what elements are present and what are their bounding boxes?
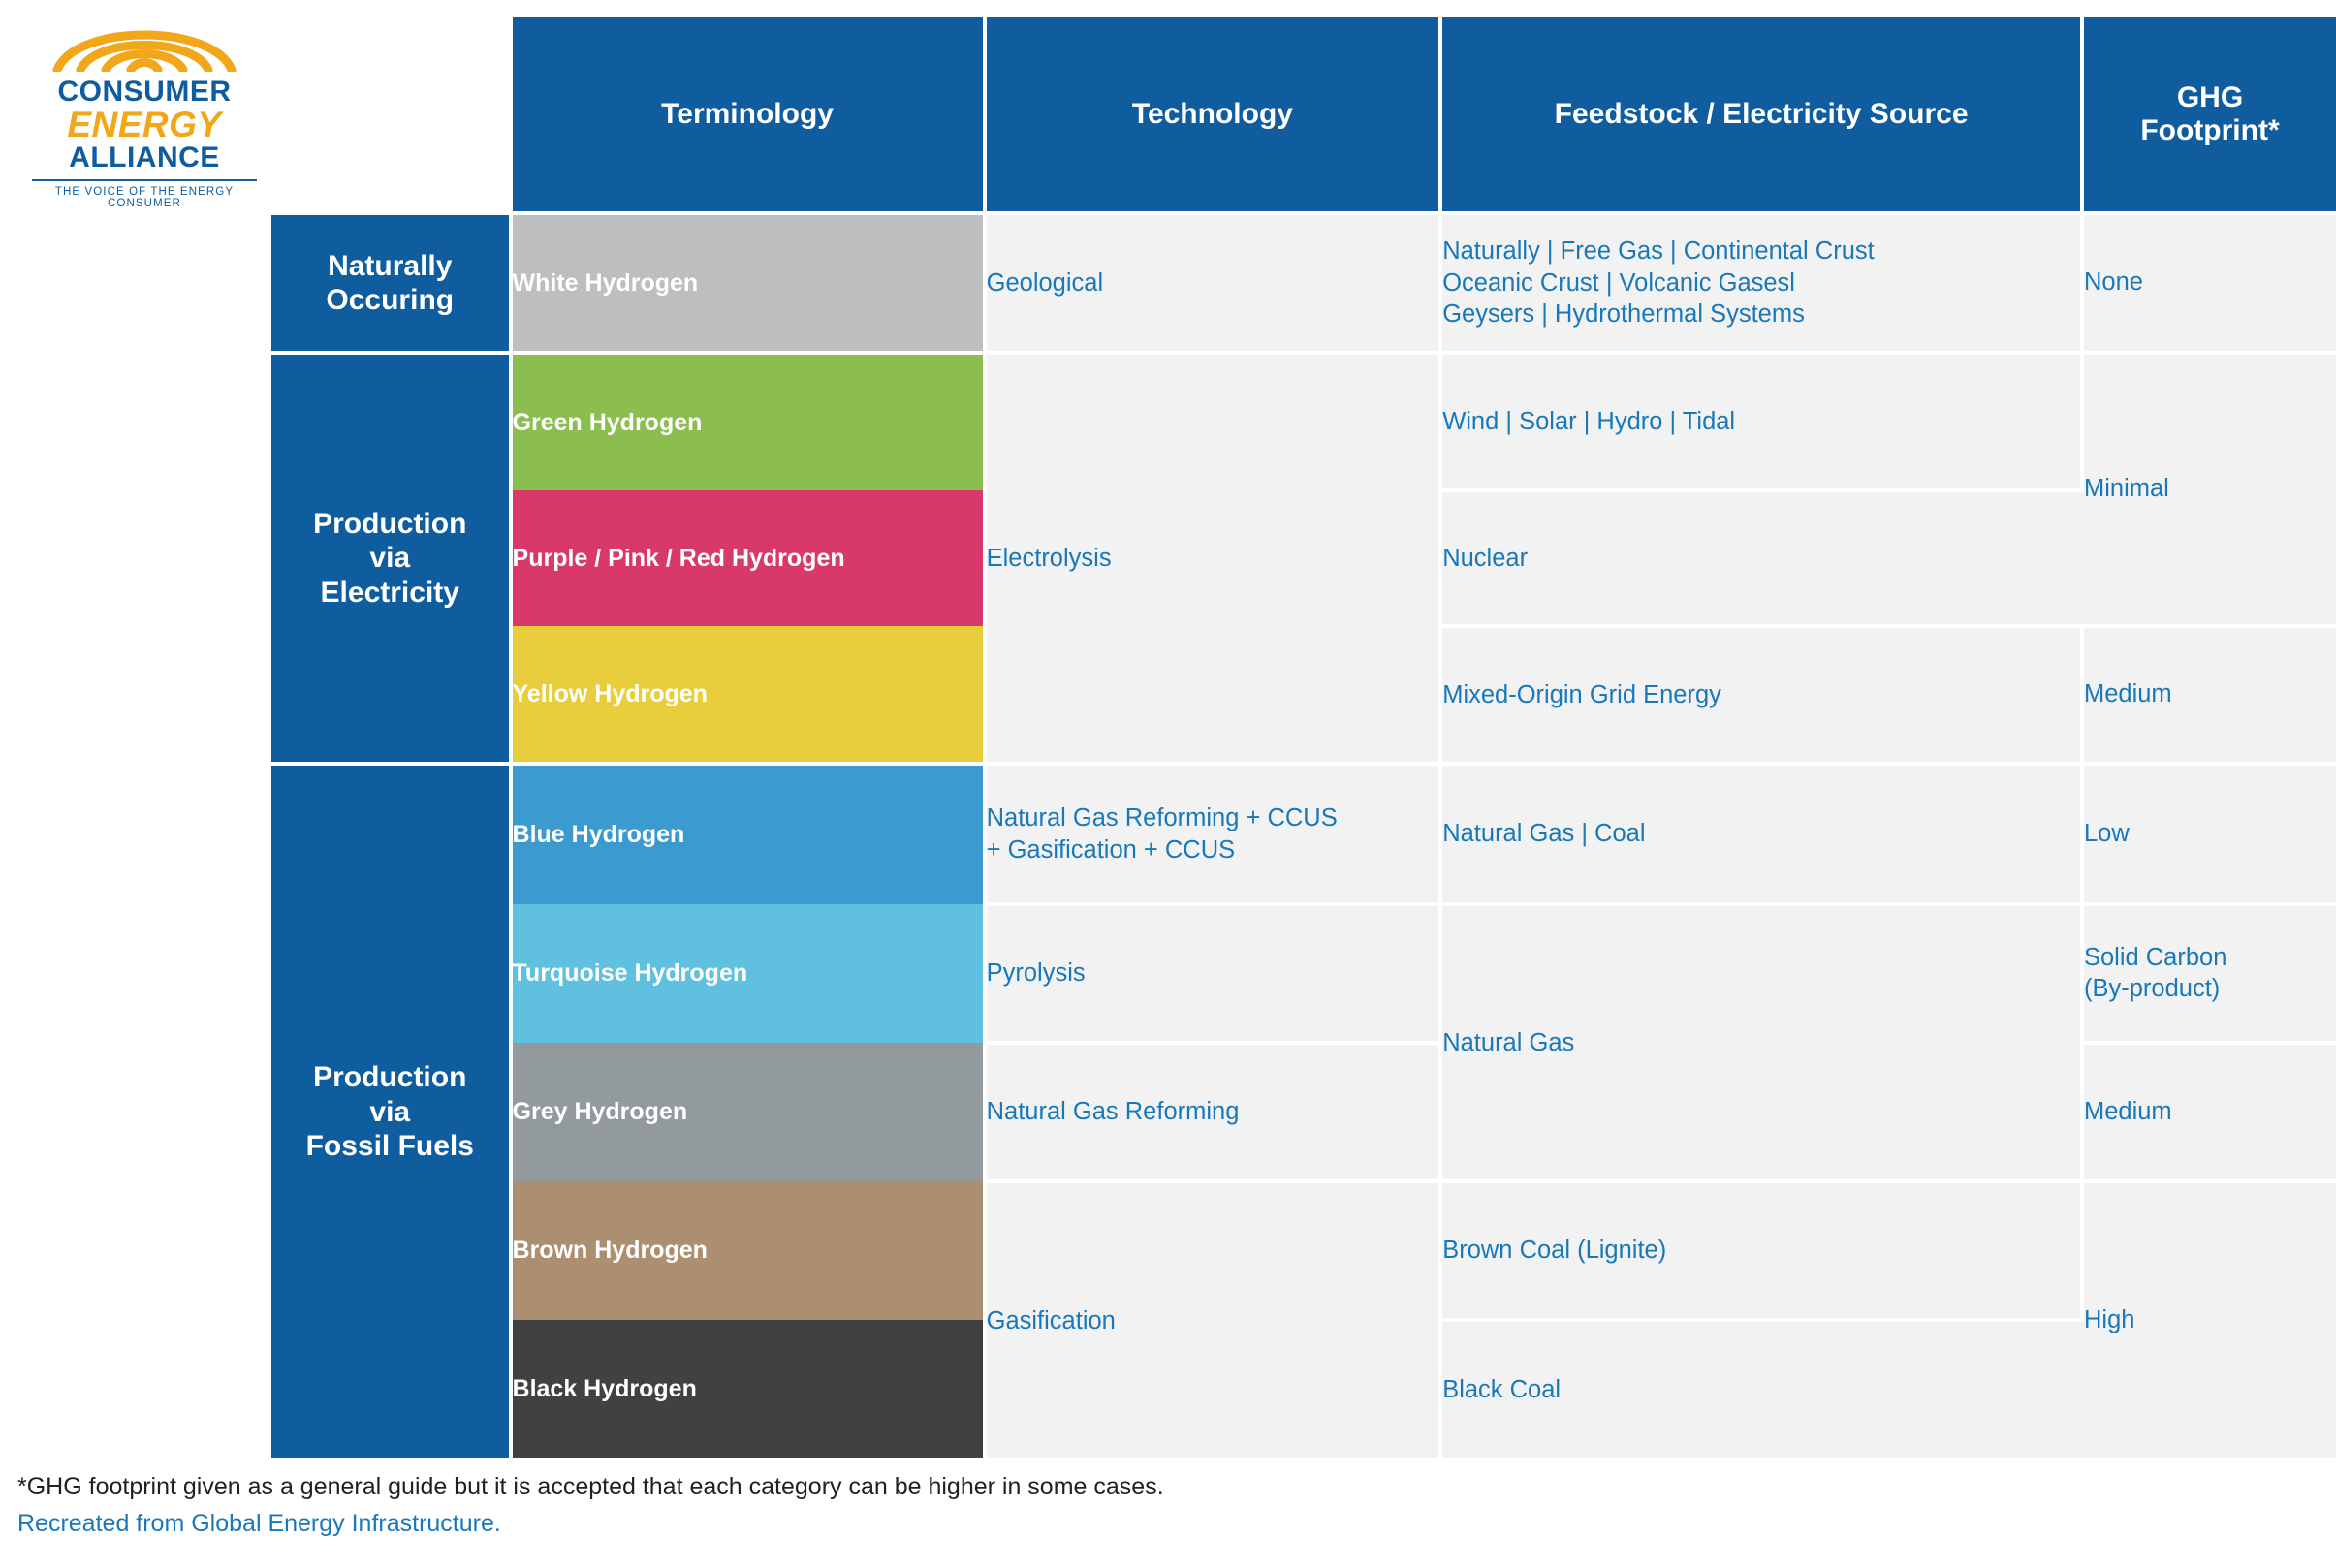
table-row [271, 764, 2336, 904]
header-ghg-line2: Footprint* [2140, 114, 2280, 146]
feedstock-renewables: Wind | Solar | Hydro | Tidal [1440, 353, 2082, 490]
category-line-3: Fossil Fuels [305, 1130, 474, 1163]
header-terminology: Terminology [511, 17, 985, 213]
header-ghg-line1: GHG [2176, 81, 2244, 113]
logo-line-alliance: ALLIANCE [69, 141, 220, 173]
category-production-via-electricity [271, 353, 511, 764]
table-header-row [271, 17, 2336, 213]
header-ghg-footprint [2082, 17, 2336, 213]
term-label: White Hydrogen [512, 268, 699, 297]
hydrogen-types-table [271, 17, 2336, 1458]
ghg-medium-fossil: Medium [2082, 1043, 2336, 1181]
logo-arcs-icon [47, 19, 241, 72]
term-label: Grey Hydrogen [512, 1098, 688, 1125]
table-row [271, 213, 2336, 353]
technology-natural-gas-reforming: Natural Gas Reforming [985, 1043, 1441, 1181]
term-white-hydrogen [511, 213, 985, 353]
term-purple-pink-red-hydrogen [511, 490, 985, 626]
logo-divider [32, 179, 257, 181]
table-row [271, 353, 2336, 490]
feedstock-line-1: Naturally | Free Gas | Continental Crust [1442, 237, 1875, 266]
term-yellow-hydrogen [511, 626, 985, 764]
logo-wordmark [57, 75, 232, 173]
term-label: Black Hydrogen [512, 1375, 697, 1402]
feedstock-nuclear: Nuclear [1440, 490, 2082, 626]
footnote-source: Recreated from Global Energy Infrastructure. [17, 1509, 501, 1537]
logo-line-energy: ENERGY [67, 105, 222, 145]
ghg-high: High [2082, 1181, 2336, 1458]
feedstock-natural-gas: Natural Gas [1440, 904, 2082, 1181]
consumer-energy-alliance-logo [17, 17, 271, 211]
category-line-1: Naturally [328, 249, 453, 282]
technology-pyrolysis: Pyrolysis [985, 904, 1441, 1043]
category-production-via-fossil-fuels [271, 764, 511, 1458]
ghg-none: None [2082, 213, 2336, 353]
term-label: Blue Hydrogen [512, 821, 685, 848]
term-label: Brown Hydrogen [512, 1237, 708, 1264]
feedstock-black-coal: Black Coal [1440, 1320, 2082, 1458]
term-blue-hydrogen [511, 764, 985, 904]
category-line-2: via [369, 1095, 411, 1128]
header-feedstock: Feedstock / Electricity Source [1440, 17, 2082, 213]
technology-line-2: + Gasification + CCUS [986, 835, 1236, 863]
feedstock-white-hydrogen [1440, 213, 2082, 353]
category-line-3: Electricity [320, 576, 459, 609]
ghg-solid-carbon [2082, 904, 2336, 1043]
feedstock-line-3: Geysers | Hydrothermal Systems [1442, 300, 1805, 329]
ghg-line-2: (By-product) [2083, 974, 2221, 1002]
term-label: Purple / Pink / Red Hydrogen [512, 544, 845, 572]
ghg-line-1: Solid Carbon [2083, 943, 2227, 971]
table-row [271, 1181, 2336, 1320]
header-technology: Technology [985, 17, 1441, 213]
category-naturally-occurring [271, 213, 511, 353]
term-brown-hydrogen [511, 1181, 985, 1320]
term-black-hydrogen [511, 1320, 985, 1458]
feedstock-brown-coal: Brown Coal (Lignite) [1440, 1181, 2082, 1320]
term-label: Green Hydrogen [512, 408, 703, 436]
term-green-hydrogen [511, 353, 985, 490]
term-label: Yellow Hydrogen [512, 679, 708, 707]
term-grey-hydrogen [511, 1043, 985, 1181]
feedstock-natural-gas-coal: Natural Gas | Coal [1440, 764, 2082, 904]
technology-line-1: Natural Gas Reforming + CCUS [986, 803, 1338, 831]
header-spacer [271, 17, 511, 213]
category-line-1: Production [313, 507, 467, 540]
footnotes [17, 1469, 2319, 1542]
technology-gasification: Gasification [985, 1181, 1441, 1458]
ghg-low: Low [2082, 764, 2336, 904]
table-row [271, 904, 2336, 1043]
technology-electrolysis: Electrolysis [985, 353, 1441, 764]
category-line-2: via [369, 542, 411, 575]
feedstock-line-2: Oceanic Crust | Volcanic Gasesl [1442, 268, 1795, 297]
category-line-1: Production [313, 1061, 467, 1094]
category-line-2: Occuring [326, 284, 455, 316]
logo-line-consumer: CONSUMER [57, 75, 232, 108]
footnote-ghg-disclaimer: *GHG footprint given as a general guide but it is accepted that each category can be higher in some cases. [17, 1473, 1164, 1500]
term-turquoise-hydrogen [511, 904, 985, 1043]
technology-ngr-ccus [985, 764, 1441, 904]
term-label: Turquoise Hydrogen [512, 959, 748, 987]
technology-geological: Geological [985, 213, 1441, 353]
logo-tagline: THE VOICE OF THE ENERGY CONSUMER [54, 186, 235, 210]
feedstock-mixed-grid: Mixed-Origin Grid Energy [1440, 626, 2082, 764]
ghg-medium-electricity: Medium [2082, 626, 2336, 764]
ghg-minimal: Minimal [2082, 353, 2336, 626]
